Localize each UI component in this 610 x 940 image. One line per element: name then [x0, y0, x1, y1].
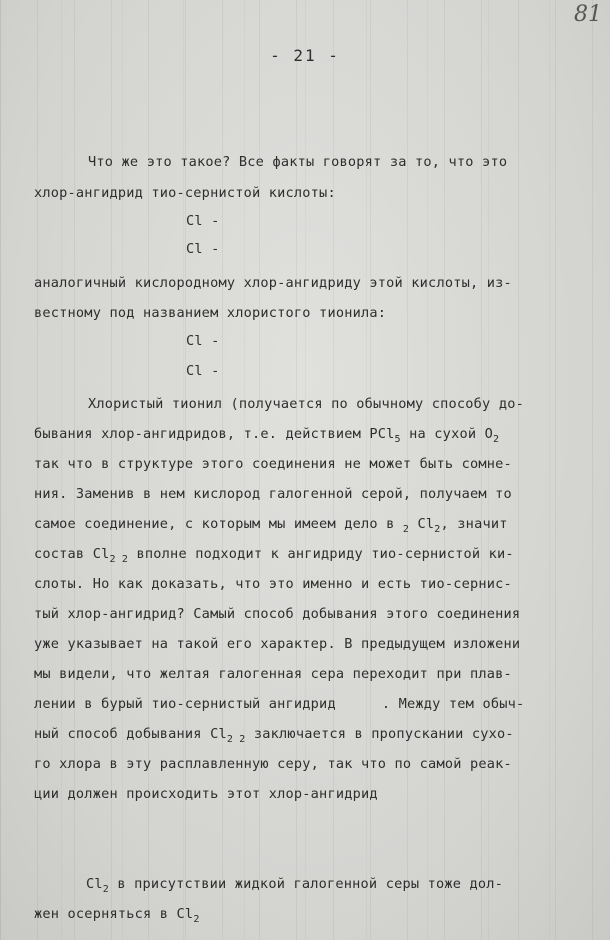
text-fragment: на сухой O [400, 426, 493, 442]
text-fragment: вполне подходит к ангидриду тио-сернистой ки- [128, 546, 514, 562]
text-line-10 [34, 546, 514, 568]
page-number: - 21 - [270, 46, 340, 65]
text-fragment: в присутствии жидкой галогенной серы тоже дол- [109, 876, 504, 892]
text-line-3: аналогичный кислородному хлор-ангидриду этой кислоты, из- [34, 275, 512, 291]
text-fragment: , значит [440, 516, 508, 532]
text-line-18: ции должен происходить этот хлор-ангидрид [34, 786, 378, 802]
text-line-17: го хлора в эту расплавленную серу, так что по самой реак- [34, 756, 512, 772]
text-fragment: состав Cl [34, 546, 110, 562]
archive-page-mark: 81 [574, 2, 602, 27]
subscript: 2 [434, 524, 441, 535]
text-line-13: уже указывает на такой его характер. В предыдущем изложени [34, 636, 521, 652]
text-fragment: ный способ добывания Cl [34, 726, 227, 742]
text-fragment: Cl [409, 516, 435, 532]
text-line-4: вестному под названием хлористого тионила: [34, 305, 387, 321]
text-fragment: Cl [86, 876, 103, 892]
text-line-2: хлор-ангидрид тио-сернистой кислоты: [34, 185, 336, 201]
text-line-16 [34, 726, 514, 748]
text-fragment: лении в бурый тио-сернистый ангидрид [34, 696, 336, 712]
subscript: 5 [394, 434, 401, 445]
subscript: 2 [193, 914, 200, 925]
text-line-12: тый хлор-ангидрид? Самый способ добывания этого соединения [34, 606, 521, 622]
text-fragment: жен осерняться в Cl [34, 906, 194, 922]
text-line-19 [86, 876, 503, 898]
text-line-15 [34, 696, 524, 712]
text-fragment: заключается в пропускании сухо- [245, 726, 514, 742]
formula-line: Cl - [186, 333, 220, 349]
text-line-9 [34, 516, 508, 538]
text-fragment: бывания хлор-ангидридов, т.е. действием PCl [34, 426, 395, 442]
text-line-8: ния. Заменив в нем кислород галогенной серой, получаем то [34, 486, 512, 502]
formula-line: Cl - [186, 241, 220, 257]
text-fragment: . Между тем обыч- [381, 696, 525, 712]
subscript: 2 2 [109, 554, 129, 565]
text-line-6 [34, 426, 499, 448]
text-line-20 [34, 906, 200, 928]
subscript: 2 [402, 524, 410, 535]
text-line-1: Что же это такое? Все факты говорят за то, что это [88, 154, 508, 170]
text-line-5: Хлористый тионил (получается по обычному способу до- [88, 396, 524, 412]
subscript: 2 [493, 434, 500, 445]
subscript: 2 2 [226, 734, 246, 745]
text-line-7: так что в структуре этого соединения не может быть сомне- [34, 456, 512, 472]
formula-line: Cl - [186, 363, 220, 379]
subscript: 2 [102, 884, 110, 895]
text-line-14: мы видели, что желтая галогенная сера переходит при плав- [34, 666, 512, 682]
formula-line: Cl - [186, 213, 220, 229]
text-line-11: слоты. Но как доказать, что это именно и есть тио-сернис- [34, 576, 512, 592]
text-fragment: самое соединение, с которым мы имеем дело в [34, 516, 403, 532]
